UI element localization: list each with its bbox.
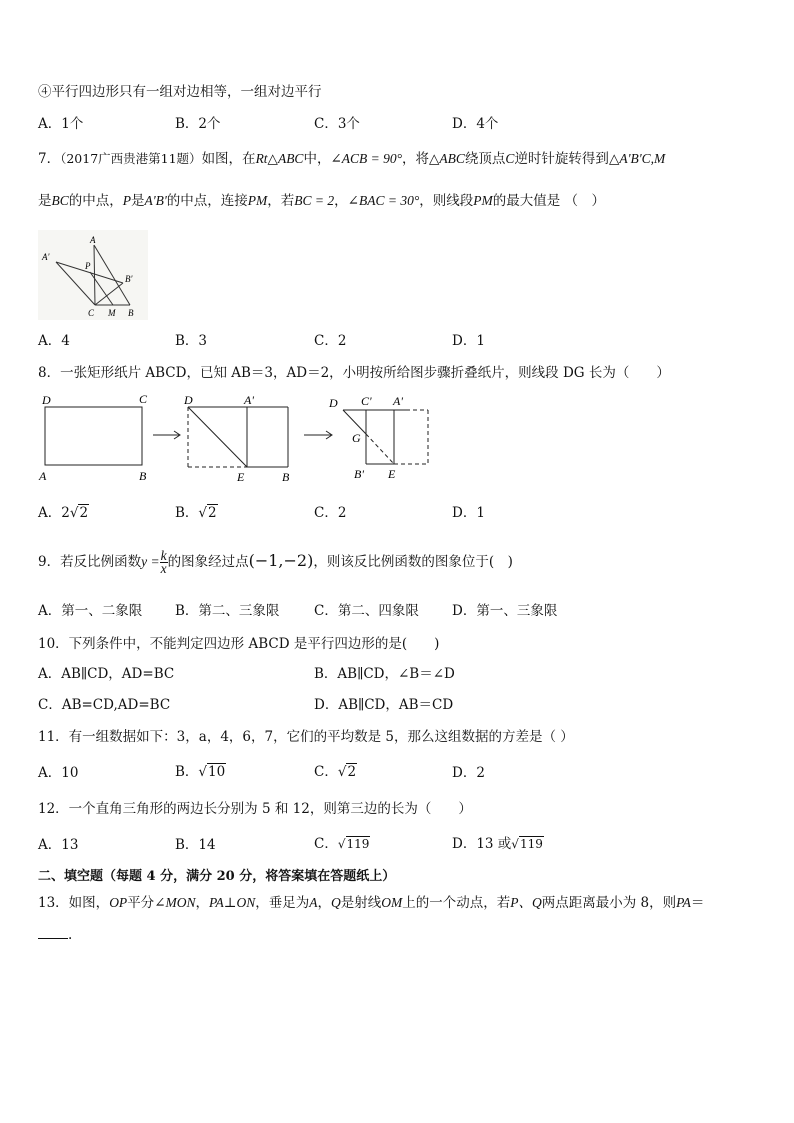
q7-option-c: C．2 bbox=[314, 333, 347, 349]
q9-question: 9．若反比例函数y = $\frac{k}{x}$ 的图象经过点(−1,−2)，则该反比例函数的图象位于( ) bbox=[38, 548, 513, 576]
q8-fig1-d: D bbox=[42, 393, 51, 407]
q11-option-d: D．2 bbox=[452, 765, 485, 781]
q9-option-a: A．第一、二象限 bbox=[38, 603, 143, 619]
q8-fig1-b: B bbox=[139, 469, 147, 483]
q12-option-d: D．13 或√119 bbox=[452, 836, 543, 852]
q13-answer-blank[interactable] bbox=[38, 926, 68, 939]
q9-option-b: B．第二、三象限 bbox=[175, 603, 280, 619]
q7-label-b: B bbox=[128, 308, 134, 318]
q8-option-a: A．2√2 bbox=[38, 505, 89, 521]
q13-line1: 13．如图，OP平分∠MON，PA⊥ON，垂足为A，Q是射线OM上的一个动点，若P、Q两点距离最小为 8，则PA＝ bbox=[38, 895, 705, 911]
q8-fig1-c: C bbox=[139, 392, 148, 406]
q7-figure bbox=[38, 230, 148, 320]
q8-question: 8．一张矩形纸片 ABCD，已知 AB＝3，AD＝2，小明按所给图步骤折叠纸片，则线段 DG 长为（ ） bbox=[38, 365, 670, 381]
q8-figures bbox=[36, 390, 436, 485]
q8-fig1-a: A bbox=[39, 469, 47, 483]
q8-fig3-d: D bbox=[329, 396, 338, 410]
q6-option-a: A．1个 bbox=[38, 116, 84, 132]
q10-question: 10．下列条件中，不能判定四边形 ABCD 是平行四边形的是( ) bbox=[38, 636, 440, 652]
q10-option-c: C．AB=CD,AD=BC bbox=[38, 697, 171, 713]
q11-option-a: A．10 bbox=[38, 765, 79, 781]
q12-option-a: A．13 bbox=[38, 837, 79, 853]
q8-fig2-a1: A' bbox=[244, 393, 254, 407]
q7-label-a1: A' bbox=[42, 252, 50, 262]
q12-option-b: B．14 bbox=[175, 837, 216, 853]
section2-title: 二、填空题（每题 4 分，满分 20 分，将答案填在答题纸上） bbox=[38, 869, 396, 884]
q11-option-c: C．√2 bbox=[314, 764, 357, 780]
q12-question: 12．一个直角三角形的两边长分别为 5 和 12，则第三边的长为（ ） bbox=[38, 801, 472, 817]
q7-label-b1: B' bbox=[125, 274, 133, 284]
q10-option-a: A．AB∥CD，AD=BC bbox=[38, 666, 175, 682]
q8-fig3-e: E bbox=[388, 467, 396, 481]
q11-question: 11．有一组数据如下：3，a，4，6，7，它们的平均数是 5，那么这组数据的方差是（ ） bbox=[38, 729, 574, 745]
q10-option-d: D．AB∥CD，AB＝CD bbox=[314, 697, 454, 713]
q9-option-c: C．第二、四象限 bbox=[314, 603, 419, 619]
q7-label-p: P bbox=[85, 261, 91, 271]
q8-fig3-a1: A' bbox=[393, 394, 403, 408]
q8-fig3-g: G bbox=[352, 431, 361, 445]
q7-label-a: A bbox=[90, 235, 96, 245]
q8-option-d: D．1 bbox=[452, 505, 485, 521]
q7-label-m: M bbox=[108, 308, 116, 318]
q8-fig2-e: E bbox=[237, 470, 245, 484]
q13-line2: . bbox=[38, 926, 72, 944]
q7-line2: 是BC的中点，P是A'B'的中点，连接PM，若BC = 2，∠BAC = 30°，则线段PM的最大值是 （ ） bbox=[38, 193, 606, 209]
q12-option-c: C．√119 bbox=[314, 836, 370, 852]
q8-fig3-b1: B' bbox=[354, 467, 364, 481]
q7-line1: 7．（2017广西贵港第11题）如图，在Rt△ABC中，∠ACB = 90°，将△ABC绕顶点C逆时针旋转得到△A'B'C,M bbox=[38, 151, 666, 167]
q10-option-b: B．AB∥CD，∠B＝∠D bbox=[314, 666, 455, 682]
q7-label-c: C bbox=[88, 308, 95, 318]
q8-fig2-b: B bbox=[282, 470, 290, 484]
q8-option-b: B．√2 bbox=[175, 505, 217, 521]
q8-fig2-d: D bbox=[184, 393, 193, 407]
q6-item4: ④平行四边形只有一组对边相等，一组对边平行 bbox=[38, 84, 322, 100]
q6-option-d: D．4个 bbox=[452, 116, 499, 132]
q9-option-d: D．第一、三象限 bbox=[452, 603, 558, 619]
q11-option-b: B．√10 bbox=[175, 764, 226, 780]
q6-option-c: C．3个 bbox=[314, 116, 360, 132]
q8-option-c: C．2 bbox=[314, 505, 347, 521]
q7-option-d: D．1 bbox=[452, 333, 485, 349]
q7-option-b: B．3 bbox=[175, 333, 208, 349]
q6-option-b: B．2个 bbox=[175, 116, 221, 132]
q8-fig3-c1: C' bbox=[361, 394, 372, 408]
q7-option-a: A．4 bbox=[38, 333, 70, 349]
